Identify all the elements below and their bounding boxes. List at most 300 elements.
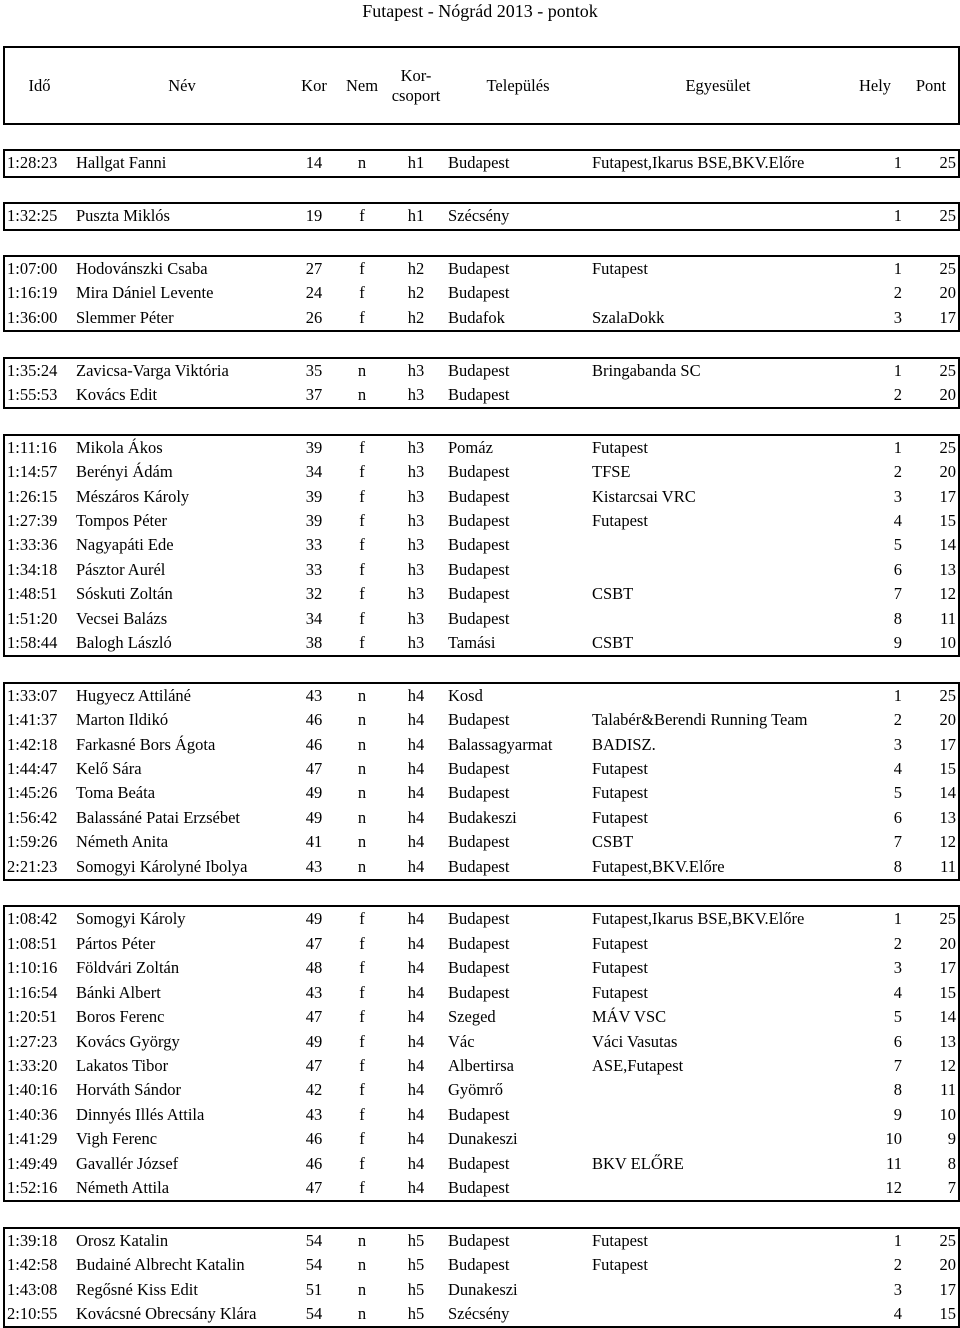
cell-city: Szécsény [446, 203, 590, 229]
cell-place: 7 [893, 584, 902, 604]
cell-points: 17 [904, 306, 959, 331]
cell-category: h1 [386, 150, 446, 176]
cell-points: 13 [904, 558, 959, 582]
cell-category: h5 [386, 1228, 446, 1253]
cell-time: 1:36:00 [4, 306, 74, 331]
cell-points: 12 [904, 830, 959, 854]
table-row [4, 956, 959, 980]
table-row [4, 1127, 959, 1151]
cell-club [590, 203, 846, 229]
cell-time: 1:16:54 [4, 981, 74, 1005]
cell-age: 43 [290, 855, 338, 880]
cell-city: Budapest [448, 462, 510, 482]
cell-city: Budapest [448, 608, 510, 628]
cell-sex: f [359, 933, 365, 953]
cell-city: Gyömrő [448, 1080, 503, 1100]
cell-place: 1 [846, 358, 904, 383]
table-row [4, 558, 959, 582]
cell-age: 54 [290, 1228, 338, 1253]
cell-name: Balassáné Patai Erzsébet [76, 807, 241, 827]
table-row [4, 708, 959, 732]
cell-name: Orosz Katalin [74, 1228, 290, 1253]
cell-club: CSBT [590, 631, 846, 656]
cell-city: Budapest [448, 982, 510, 1002]
cell-city: Budapest [448, 958, 510, 978]
cell-age: 49 [290, 906, 338, 931]
cell-age: 54 [290, 1302, 338, 1327]
cell-place: 2 [893, 933, 902, 953]
cell-place: 7 [893, 1055, 902, 1075]
cell-points: 13 [904, 1030, 959, 1054]
cell-club: BKV ELŐRE [592, 1153, 684, 1173]
table-row [4, 1302, 959, 1327]
cell-name: Somogyi Károlyné Ibolya [74, 855, 290, 880]
cell-place: 3 [893, 734, 902, 754]
cell-city: Budapest [446, 256, 590, 281]
cell-time: 1:56:42 [4, 806, 74, 830]
results-table [3, 46, 960, 1328]
cell-place: 4 [846, 1302, 904, 1327]
cell-points: 25 [904, 256, 959, 281]
cell-age: 27 [290, 256, 338, 281]
cell-age: 51 [305, 1279, 323, 1299]
cell-name: Farkasné Bors Ágota [76, 734, 216, 754]
cell-place: 9 [846, 631, 904, 656]
cell-points: 17 [904, 485, 959, 509]
cell-sex: f [338, 306, 386, 331]
cell-sex: f [338, 631, 386, 656]
cell-city: Albertirsa [448, 1055, 514, 1075]
cell-sex: f [338, 1176, 386, 1201]
cell-club: Futapest [592, 1255, 648, 1275]
group-spacer-cell [4, 230, 959, 256]
cell-city: Szécsény [446, 1302, 590, 1327]
table-row [4, 733, 959, 757]
header-sex: Nem [338, 47, 386, 124]
cell-place: 6 [893, 807, 902, 827]
cell-club [590, 558, 846, 582]
group-spacer-cell [4, 331, 959, 357]
cell-club [590, 281, 846, 305]
cell-sex: f [359, 1129, 365, 1149]
cell-time: 1:40:16 [4, 1078, 74, 1102]
table-row [4, 1054, 959, 1078]
cell-name: Kovácsné Obrecsány Klára [74, 1302, 290, 1327]
cell-city: Budapest [446, 1228, 590, 1253]
cell-age: 35 [290, 358, 338, 383]
cell-points: 10 [904, 1103, 959, 1127]
cell-sex: n [338, 383, 386, 408]
cell-sex: f [359, 535, 365, 555]
group-spacer-cell [4, 177, 959, 203]
cell-sex: n [357, 710, 367, 730]
cell-club [590, 683, 846, 708]
cell-place: 10 [885, 1129, 902, 1149]
cell-category: h4 [407, 783, 425, 803]
cell-age: 24 [305, 283, 323, 303]
group-spacer [4, 1201, 959, 1227]
cell-age: 46 [305, 710, 323, 730]
cell-club: Futapest [592, 982, 648, 1002]
table-row [4, 485, 959, 509]
cell-name: Boros Ferenc [76, 1007, 165, 1027]
cell-club: Futapest [592, 807, 648, 827]
header-name: Név [74, 47, 290, 124]
cell-name: Sóskuti Zoltán [76, 584, 173, 604]
cell-city: Budapest [446, 150, 590, 176]
table-row [4, 1176, 959, 1201]
cell-city: Budakeszi [448, 807, 517, 827]
cell-sex: f [338, 203, 386, 229]
cell-age: 14 [290, 150, 338, 176]
cell-points: 25 [904, 435, 959, 460]
cell-place: 5 [893, 535, 902, 555]
cell-time: 1:33:07 [4, 683, 74, 708]
group-spacer [4, 408, 959, 434]
cell-time: 1:55:53 [4, 383, 74, 408]
cell-sex: n [338, 150, 386, 176]
cell-age: 26 [290, 306, 338, 331]
cell-points: 20 [904, 1253, 959, 1277]
cell-age: 49 [305, 783, 323, 803]
cell-club: Futapest [592, 958, 648, 978]
cell-age: 47 [305, 759, 323, 779]
cell-sex: f [359, 1031, 365, 1051]
cell-city: Budafok [446, 306, 590, 331]
cell-time: 1:14:57 [4, 460, 74, 484]
cell-club [590, 383, 846, 408]
cell-place: 2 [893, 283, 902, 303]
cell-place: 2 [893, 462, 902, 482]
cell-age: 46 [305, 734, 323, 754]
cell-time: 1:07:00 [4, 256, 74, 281]
cell-club [590, 533, 846, 557]
table-row [4, 932, 959, 956]
cell-sex: f [359, 1153, 365, 1173]
cell-time: 1:44:47 [4, 757, 74, 781]
cell-time: 1:27:23 [4, 1030, 74, 1054]
cell-category: h4 [407, 1129, 425, 1149]
cell-club: BADISZ. [592, 734, 656, 754]
cell-city: Budapest [446, 855, 590, 880]
cell-category: h4 [407, 1007, 425, 1027]
cell-category: h4 [407, 710, 425, 730]
cell-category: h4 [407, 832, 425, 852]
cell-club: Talabér&Berendi Running Team [592, 710, 808, 730]
cell-age: 34 [305, 462, 323, 482]
cell-age: 47 [305, 1007, 323, 1027]
cell-club: TFSE [592, 462, 631, 482]
cell-time: 1:39:18 [4, 1228, 74, 1253]
cell-place: 1 [846, 203, 904, 229]
cell-place: 4 [893, 511, 902, 531]
cell-place: 9 [893, 1104, 902, 1124]
cell-city: Budapest [448, 584, 510, 604]
cell-age: 46 [305, 1129, 323, 1149]
cell-category: h5 [407, 1279, 425, 1299]
table-row [4, 830, 959, 854]
table-row [4, 435, 959, 460]
cell-club: Futapest [592, 759, 648, 779]
cell-category: h4 [407, 933, 425, 953]
cell-points: 14 [904, 1005, 959, 1029]
header-category [386, 47, 446, 124]
cell-category: h2 [407, 283, 425, 303]
table-row [4, 306, 959, 331]
cell-name: Kovács György [76, 1031, 180, 1051]
cell-points: 17 [904, 956, 959, 980]
table-row [4, 1103, 959, 1127]
cell-sex: n [338, 358, 386, 383]
cell-club [590, 1078, 846, 1102]
cell-sex: n [338, 1228, 386, 1253]
cell-age: 33 [305, 535, 323, 555]
cell-age: 48 [305, 958, 323, 978]
cell-points: 15 [904, 981, 959, 1005]
cell-sex: f [359, 958, 365, 978]
cell-points: 20 [904, 460, 959, 484]
cell-age: 42 [305, 1080, 323, 1100]
cell-place: 1 [846, 435, 904, 460]
cell-city: Budapest [448, 559, 510, 579]
cell-time: 1:34:18 [4, 558, 74, 582]
cell-age: 33 [305, 559, 323, 579]
cell-time: 1:11:16 [4, 435, 74, 460]
cell-category: h3 [386, 631, 446, 656]
cell-points: 10 [904, 631, 959, 656]
page-title: Futapest - Nógrád 2013 - pontok [362, 1, 598, 21]
cell-category: h3 [407, 486, 425, 506]
cell-sex: f [338, 435, 386, 460]
cell-category: h4 [407, 982, 425, 1002]
cell-category: h3 [386, 435, 446, 460]
cell-time: 1:27:39 [4, 509, 74, 533]
cell-category: h4 [407, 1080, 425, 1100]
cell-category: h5 [407, 1255, 425, 1275]
cell-name: Dinnyés Illés Attila [76, 1104, 205, 1124]
cell-points: 7 [904, 1176, 959, 1201]
cell-category: h3 [407, 608, 425, 628]
cell-age: 54 [305, 1255, 323, 1275]
cell-name: Földvári Zoltán [76, 958, 180, 978]
cell-time: 1:33:20 [4, 1054, 74, 1078]
cell-place: 3 [893, 958, 902, 978]
cell-points: 15 [904, 509, 959, 533]
cell-age: 34 [305, 608, 323, 628]
cell-club [590, 1278, 846, 1302]
cell-club: SzalaDokk [590, 306, 846, 331]
header-age: Kor [290, 47, 338, 124]
cell-time: 1:43:08 [4, 1278, 74, 1302]
cell-name: Bánki Albert [76, 982, 161, 1002]
cell-sex: f [359, 511, 365, 531]
cell-name: Marton Ildikó [76, 710, 169, 730]
cell-points: 17 [904, 733, 959, 757]
cell-city: Budapest [448, 759, 510, 779]
table-row [4, 607, 959, 631]
cell-city: Budapest [448, 486, 510, 506]
cell-place: 2 [846, 383, 904, 408]
cell-age: 49 [305, 1031, 323, 1051]
cell-name: Tompos Péter [76, 511, 167, 531]
cell-points: 20 [904, 932, 959, 956]
cell-age: 43 [290, 683, 338, 708]
cell-club [590, 1127, 846, 1151]
cell-points: 25 [904, 203, 959, 229]
cell-category: h4 [386, 1176, 446, 1201]
cell-age: 38 [290, 631, 338, 656]
cell-place: 4 [893, 982, 902, 1002]
cell-name: Balogh László [74, 631, 290, 656]
table-row [4, 906, 959, 931]
cell-category: h3 [407, 584, 425, 604]
cell-time: 1:16:19 [4, 281, 74, 305]
cell-name: Berényi Ádám [76, 462, 173, 482]
cell-points: 11 [904, 855, 959, 880]
cell-place: 11 [886, 1153, 902, 1173]
cell-sex: f [359, 982, 365, 1002]
cell-sex: f [338, 256, 386, 281]
cell-time: 1:45:26 [4, 781, 74, 805]
cell-sex: f [359, 486, 365, 506]
cell-age: 32 [305, 584, 323, 604]
cell-sex: f [359, 1055, 365, 1075]
cell-club [590, 607, 846, 631]
cell-category: h4 [407, 759, 425, 779]
cell-name: Kelő Sára [76, 759, 142, 779]
cell-name: Budainé Albrecht Katalin [76, 1255, 245, 1275]
cell-city: Budapest [448, 710, 510, 730]
group-spacer-cell [4, 408, 959, 434]
cell-city: Vác [448, 1031, 475, 1051]
cell-points: 15 [904, 757, 959, 781]
cell-sex: n [338, 855, 386, 880]
cell-points: 14 [904, 781, 959, 805]
cell-club: Futapest [590, 256, 846, 281]
cell-time: 1:52:16 [4, 1176, 74, 1201]
cell-time: 1:08:51 [4, 932, 74, 956]
header-place: Hely [846, 47, 904, 124]
cell-sex: f [359, 584, 365, 604]
cell-city: Budapest [446, 1176, 590, 1201]
cell-category: h4 [386, 906, 446, 931]
cell-club [590, 1103, 846, 1127]
cell-sex: n [338, 683, 386, 708]
cell-club: Futapest [592, 511, 648, 531]
cell-club: Futapest [590, 1228, 846, 1253]
group-spacer-cell [4, 880, 959, 906]
table-row [4, 582, 959, 606]
cell-sex: f [359, 1007, 365, 1027]
cell-place: 1 [846, 1228, 904, 1253]
cell-club: MÁV VSC [592, 1007, 667, 1027]
cell-time: 1:35:24 [4, 358, 74, 383]
cell-place: 1 [846, 906, 904, 931]
cell-club: Futapest,Ikarus BSE,BKV.Előre [590, 906, 846, 931]
cell-points: 11 [904, 607, 959, 631]
cell-club: Futapest [592, 933, 648, 953]
cell-club: Futapest [590, 435, 846, 460]
cell-city: Szeged [448, 1007, 496, 1027]
table-row [4, 981, 959, 1005]
table-row [4, 1228, 959, 1253]
cell-name: Zavicsa-Varga Viktória [74, 358, 290, 383]
cell-sex: f [359, 608, 365, 628]
cell-name: Kovács Edit [74, 383, 290, 408]
cell-place: 1 [846, 256, 904, 281]
cell-club: Futapest,Ikarus BSE,BKV.Előre [590, 150, 846, 176]
cell-sex: n [357, 807, 367, 827]
cell-name: Hallgat Fanni [74, 150, 290, 176]
cell-points: 12 [904, 1054, 959, 1078]
header-club: Egyesület [590, 47, 846, 124]
cell-age: 39 [305, 486, 323, 506]
group-spacer [4, 124, 959, 150]
cell-category: h1 [386, 203, 446, 229]
cell-time: 1:59:26 [4, 830, 74, 854]
cell-city: Kosd [446, 683, 590, 708]
cell-sex: f [359, 283, 365, 303]
cell-name: Németh Attila [74, 1176, 290, 1201]
cell-time: 2:10:55 [4, 1302, 74, 1327]
cell-place: 12 [846, 1176, 904, 1201]
cell-place: 3 [893, 486, 902, 506]
cell-category: h4 [407, 1153, 425, 1173]
cell-place: 8 [893, 1080, 902, 1100]
group-spacer-cell [4, 124, 959, 150]
group-spacer [4, 177, 959, 203]
cell-name: Hodovánszki Csaba [74, 256, 290, 281]
header-category-line2: csoport [391, 85, 441, 105]
cell-time: 1:42:58 [4, 1253, 74, 1277]
header-category-line1: Kor- [400, 65, 432, 85]
cell-name: Vecsei Balázs [76, 608, 168, 628]
table-row [4, 1005, 959, 1029]
cell-time: 1:33:36 [4, 533, 74, 557]
table-row [4, 1030, 959, 1054]
header-city: Település [446, 47, 590, 124]
cell-time: 1:41:37 [4, 708, 74, 732]
group-spacer-cell [4, 1201, 959, 1227]
cell-club: CSBT [592, 584, 634, 604]
cell-category: h4 [386, 683, 446, 708]
header-points: Pont [904, 47, 959, 124]
cell-name: Puszta Miklós [74, 203, 290, 229]
cell-category: h3 [407, 511, 425, 531]
table-row [4, 1278, 959, 1302]
cell-points: 9 [904, 1127, 959, 1151]
cell-sex: n [357, 759, 367, 779]
cell-sex: f [359, 1080, 365, 1100]
cell-age: 37 [290, 383, 338, 408]
cell-time: 1:48:51 [4, 582, 74, 606]
cell-age: 43 [305, 982, 323, 1002]
cell-place: 3 [893, 1279, 902, 1299]
cell-points: 25 [904, 906, 959, 931]
cell-city: Budapest [448, 783, 510, 803]
cell-points: 8 [904, 1152, 959, 1176]
cell-sex: n [338, 1302, 386, 1327]
cell-points: 20 [904, 281, 959, 305]
cell-sex: n [357, 734, 367, 754]
table-row [4, 358, 959, 383]
cell-place: 8 [846, 855, 904, 880]
cell-category: h4 [407, 1104, 425, 1124]
cell-name: Vigh Ferenc [76, 1129, 158, 1149]
cell-city: Budapest [446, 358, 590, 383]
cell-name: Németh Anita [76, 832, 169, 852]
cell-sex: f [359, 1104, 365, 1124]
